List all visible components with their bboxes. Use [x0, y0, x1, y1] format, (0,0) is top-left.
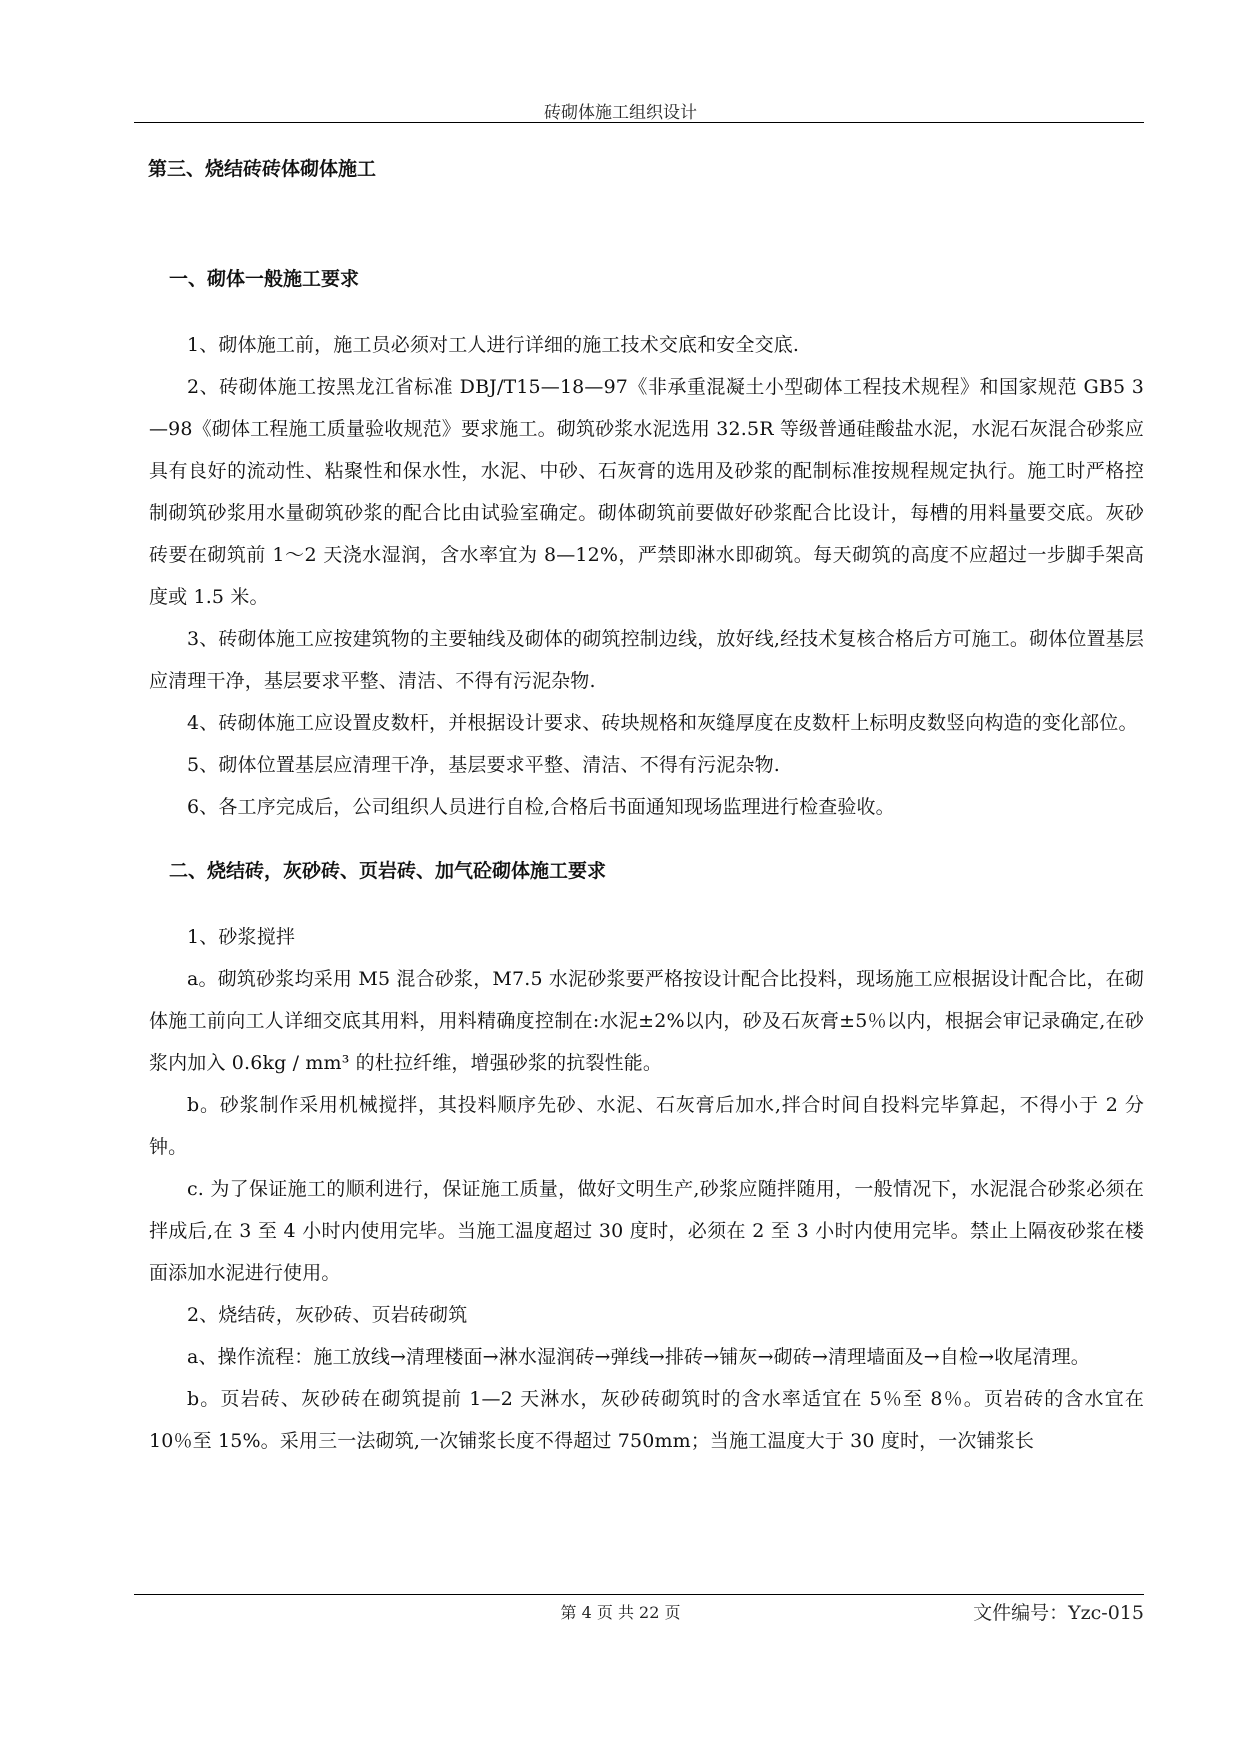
header-divider: [134, 122, 1144, 123]
paragraph: 6、各工序完成后，公司组织人员进行自检,合格后书面通知现场监理进行检查验收。: [187, 796, 895, 818]
section-title-brick-masonry-requirements: 二、烧结砖，灰砂砖、页岩砖、加气砼砌体施工要求: [169, 860, 607, 882]
subsection-heading: 2、烧结砖，灰砂砖、页岩砖砌筑: [187, 1304, 468, 1326]
page-body: [149, 140, 1144, 1462]
document-number: 文件编号：Yzc-015: [973, 1602, 1144, 1624]
paragraph: 5、砌体位置基层应清理干净，基层要求平整、清洁、不得有污泥杂物.: [187, 754, 780, 776]
section-title-general-requirements: 一、砌体一般施工要求: [169, 268, 360, 290]
paragraph: b。页岩砖、灰砂砖在砌筑提前 1—2 天淋水，灰砂砖砌筑时的含水率适宜在 5％至 8％。页岩砖的含水宜在 10％至 15%。采用三一法砌筑,一次铺浆长度不得超过 750mm；当施工温度大于 30 度时，一次铺浆长: [149, 1388, 1144, 1452]
paragraph: 3、砖砌体施工应按建筑物的主要轴线及砌体的砌筑控制边线，放好线,经技术复核合格后方可施工。砌体位置基层应清理干净，基层要求平整、清洁、不得有污泥杂物.: [149, 628, 1144, 692]
paragraph: 1、砌体施工前，施工员必须对工人进行详细的施工技术交底和安全交底.: [187, 334, 800, 356]
paragraph: b。砂浆制作采用机械搅拌，其投料顺序先砂、水泥、石灰膏后加水,拌合时间自投料完毕算起，不得小于 2 分钟。: [149, 1094, 1144, 1158]
paragraph: c. 为了保证施工的顺利进行，保证施工质量，做好文明生产,砂浆应随拌随用，一般情况下，水泥混合砂浆必须在拌成后,在 3 至 4 小时内使用完毕。当施工温度超过 30 度时，必须在 2 至 3 小时内使用完毕。禁止上隔夜砂浆在楼面添加水泥进行使用。: [149, 1178, 1144, 1284]
paragraph: 2、砖砌体施工按黑龙江省标准 DBJ/T15—18—97《非承重混凝土小型砌体工程技术规程》和国家规范 GB5 3—98《砌体工程施工质量验收规范》要求施工。砌筑砂浆水泥选用 32.5R 等级普通硅酸盐水泥，水泥石灰混合砂浆应具有良好的流动性、粘聚性和保水性，水泥、中砂、石灰膏的选用及砂浆的配制标准按规程规定执行。施工时严格控制砌筑砂浆用水量砌筑砂浆的配合比由试验室确定。砌体砌筑前要做好砂浆配合比设计，每槽的用料量要交底。灰砂砖要在砌筑前 1～2 天浇水湿润，含水率宜为 8—12%，严禁即淋水即砌筑。每天砌筑的高度不应超过一步脚手架高度或 1.5 米。: [149, 376, 1144, 608]
running-header-title: 砖砌体施工组织设计: [544, 103, 697, 123]
subsection-heading: 1、砂浆搅拌: [187, 926, 295, 948]
chapter-title: 第三、烧结砖砖体砌体施工: [148, 158, 377, 180]
paragraph: a。砌筑砂浆均采用 M5 混合砂浆，M7.5 水泥砂浆要严格按设计配合比投料，现场施工应根据设计配合比，在砌体施工前向工人详细交底其用料，用料精确度控制在:水泥±2%以内，砂及石灰膏±5％以内，根据会审记录确定,在砂浆内加入 0.6kg / mm³ 的杜拉纤维，增强砂浆的抗裂性能。: [149, 968, 1144, 1074]
footer-divider: [134, 1594, 1144, 1595]
paragraph: a、操作流程：施工放线→清理楼面→淋水湿润砖→弹线→排砖→铺灰→砌砖→清理墙面及→自检→收尾清理。: [187, 1346, 1090, 1368]
page-number: 第 4 页 共 22 页: [560, 1603, 681, 1622]
paragraph: 4、砖砌体施工应设置皮数杆，并根据设计要求、砖块规格和灰缝厚度在皮数杆上标明皮数竖向构造的变化部位。: [187, 712, 1138, 734]
